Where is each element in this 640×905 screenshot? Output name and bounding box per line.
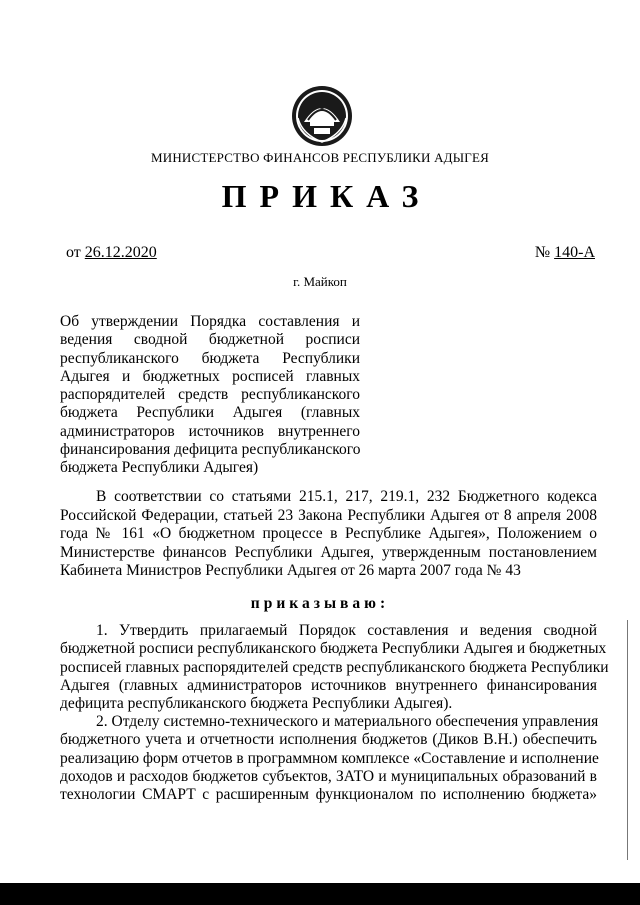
scan-bottom-edge	[0, 883, 640, 905]
subject-line: администраторов источников внутреннего	[60, 422, 360, 440]
document-number	[535, 244, 595, 262]
item-line: Адыгея (главных администраторов источников внутреннего финансирования	[60, 676, 597, 694]
scan-margin-line	[627, 620, 628, 860]
item-line: бюджетной росписи республиканского бюджета Республики Адыгея и бюджетных	[60, 640, 607, 658]
city: г. Майкоп	[293, 274, 347, 289]
subject-line: Об утверждении Порядка составления и	[60, 313, 360, 330]
preamble-line: В соответствии со статьями 215.1, 217, 219.1, 232 Бюджетного кодекса	[96, 488, 597, 505]
item-line: реализацию форм отчетов в программном комплексе «Составление и исполнение	[60, 749, 599, 767]
subject-line: распорядителей средств республиканского	[60, 386, 360, 404]
subject-line: бюджета Республики Адыгея (главных	[60, 404, 360, 422]
ministry-name: МИНИСТЕРСТВО ФИНАНСОВ РЕСПУБЛИКИ АДЫГЕЯ	[151, 150, 489, 165]
subject-line: республиканского бюджета Республики	[60, 349, 360, 367]
order-item-1	[60, 622, 609, 713]
subject-line: Адыгея и бюджетных росписей главных	[60, 367, 360, 385]
preamble-line: года № 161 «О бюджетном процессе в Республике Адыгея», Положением о	[60, 525, 597, 543]
item-line: 2. Отделу системно-технического и материального обеспечения управления	[96, 713, 599, 730]
item-line: технологии СМАРТ с расширенным функционалом по исполнению бюджета»	[60, 786, 597, 804]
subject-line: бюджета Республики Адыгея)	[60, 459, 259, 477]
subject-line: ведения сводной бюджетной росписи	[60, 331, 360, 349]
item-line: 1. Утвердить прилагаемый Порядок составления и ведения сводной	[96, 622, 597, 639]
number-value: 140-А	[554, 244, 595, 261]
preamble-line: Министерстве финансов Республики Адыгея, утвержденным постановлением	[60, 543, 597, 561]
item-line: росписей главных распорядителей средств республиканского бюджета Республики	[60, 658, 609, 676]
date-value: 26.12.2020	[84, 244, 157, 261]
preamble-paragraph	[60, 488, 597, 581]
preamble-line: Российской Федерации, статьей 23 Закона Республики Адыгея от 8 апреля 2008	[60, 506, 597, 524]
date-prefix: от	[66, 244, 81, 261]
item-line: бюджетного учета и отчетности исполнения бюджетов (Диков В.Н.) обеспечить	[60, 731, 597, 749]
document-date	[66, 244, 157, 262]
number-prefix: №	[534, 244, 551, 261]
order-item-2	[60, 713, 597, 804]
item-line: дефицита республиканского бюджета Республики Адыгея).	[60, 695, 453, 713]
order-subject	[60, 313, 360, 478]
coat-of-arms-icon	[290, 84, 354, 148]
item-line: доходов и расходов бюджетов субъектов, ЗАТО и муниципальных образований в	[60, 767, 597, 785]
document-type-title: ПРИКАЗ	[221, 178, 432, 214]
order-keyword: приказываю:	[250, 595, 390, 612]
subject-line: финансирования дефицита республиканского	[60, 441, 361, 459]
preamble-line: Кабинета Министров Республики Адыгея от 26 марта 2007 года № 43	[60, 562, 521, 580]
